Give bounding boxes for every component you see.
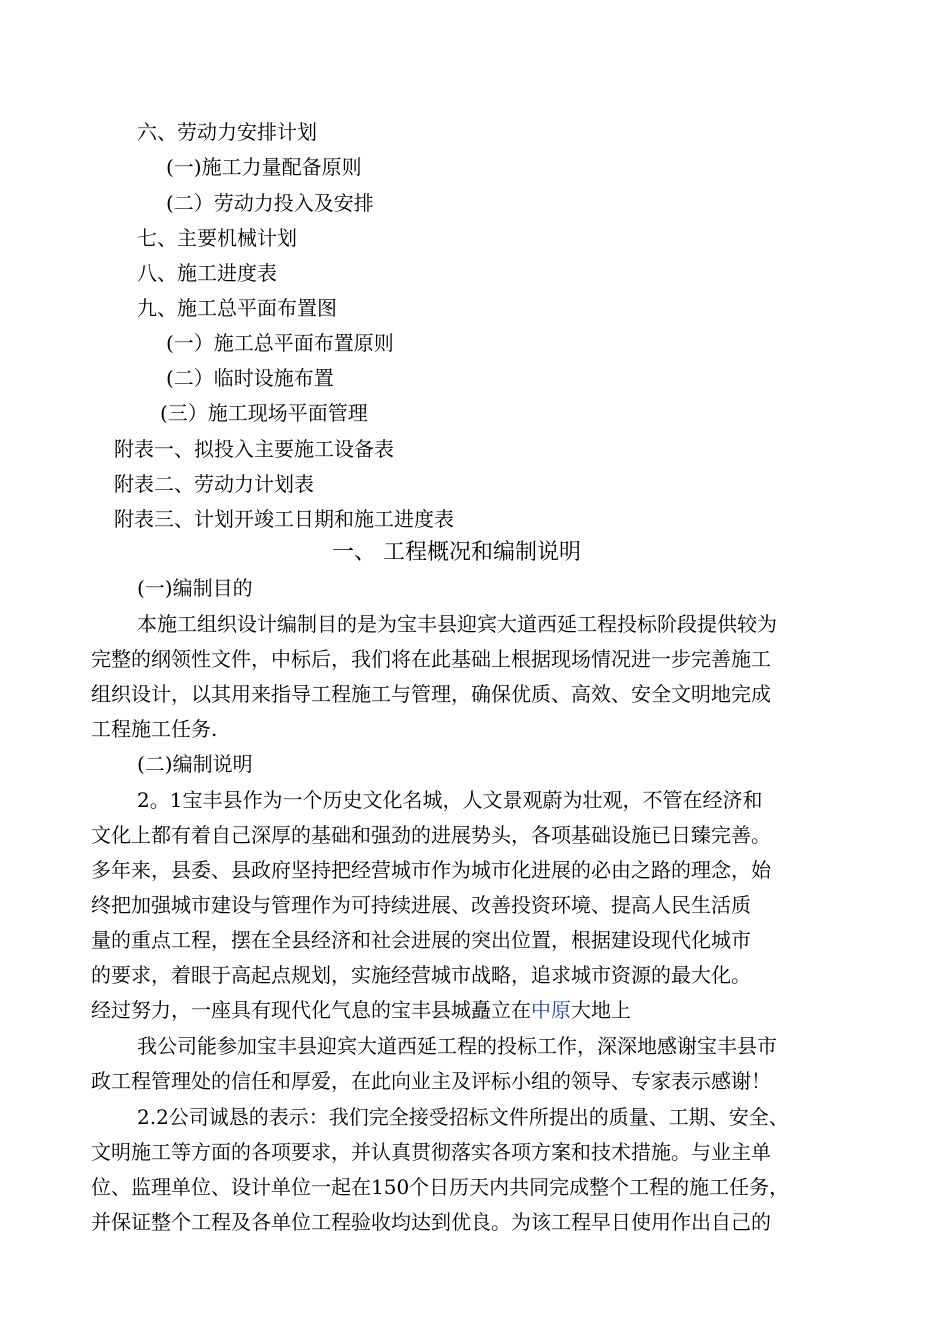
- zhongyuan-link[interactable]: 中原: [531, 998, 571, 1022]
- paragraph-line: 工程施工任务.: [91, 717, 218, 741]
- toc-item-9-3: (三）施工现场平面管理: [160, 401, 368, 425]
- paragraph-line: 政工程管理处的信任和厚爱，在此向业主及评标小组的领导、专家表示感谢！: [91, 1069, 771, 1093]
- toc-appendix-2: 附表二、劳动力计划表: [114, 472, 314, 496]
- toc-item-7: 七、主要机械计划: [137, 226, 297, 250]
- paragraph-line: 组织设计，以其用来指导工程施工与管理，确保优质、高效、安全文明地完成: [91, 682, 771, 706]
- toc-item-9-2: (二）临时设施布置: [166, 366, 334, 390]
- toc-item-9-1: (一）施工总平面布置原则: [166, 331, 394, 355]
- paragraph-line: 2.2公司诚恳的表示：我们完全接受招标文件所提出的质量、工期、安全、: [137, 1105, 789, 1129]
- toc-item-6-1: (一)施工力量配备原则: [166, 155, 362, 179]
- paragraph-line: 我公司能参加宝丰县迎宾大道西延工程的投标工作，深深地感谢宝丰县市: [137, 1034, 777, 1058]
- section-1-subheading-notes: (二)编制说明: [137, 752, 253, 776]
- toc-item-8: 八、施工进度表: [137, 261, 277, 285]
- paragraph-text: 大地上: [571, 998, 631, 1022]
- toc-appendix-3: 附表三、计划开竣工日期和施工进度表: [114, 507, 454, 531]
- paragraph-text: 经过努力，一座具有现代化气息的宝丰县城矗立在: [91, 998, 531, 1022]
- toc-item-6: 六、劳动力安排计划: [137, 120, 317, 144]
- paragraph-line: 量的重点工程，摆在全县经济和社会进展的突出位置，根据建设现代化城市: [91, 928, 751, 952]
- paragraph-line: 多年来，县委、县政府坚持把经营城市作为城市化进展的必由之路的理念，始: [91, 858, 771, 882]
- toc-item-6-2: (二）劳动力投入及安排: [166, 191, 374, 215]
- paragraph-line: 的要求，着眼于高起点规划，实施经营城市战略，追求城市资源的最大化。: [91, 963, 751, 987]
- section-1-subheading-purpose: (一)编制目的: [137, 576, 253, 600]
- toc-appendix-1: 附表一、拟投入主要施工设备表: [114, 437, 394, 461]
- paragraph-line: 终把加强城市建设与管理作为可持续进展、改善投资环境、提高人民生活质: [91, 893, 751, 917]
- paragraph-line-with-link: [91, 997, 859, 1023]
- paragraph-line: 并保证整个工程及各单位工程验收均达到优良。为该工程早日使用作出自己的: [91, 1210, 771, 1234]
- paragraph-line: 位、监理单位、设计单位一起在150个日历天内共同完成整个工程的施工任务，: [91, 1175, 790, 1199]
- paragraph-line: 2。1宝丰县作为一个历史文化名城，人文景观蔚为壮观，不管在经济和: [137, 788, 763, 812]
- paragraph-line: 本施工组织设计编制目的是为宝丰县迎宾大道西延工程投标阶段提供较为: [137, 612, 777, 636]
- section-1-title: 一、 工程概况和编制说明: [332, 540, 581, 565]
- paragraph-line: 文化上都有着自己深厚的基础和强劲的进展势头，各项基础设施已日臻完善。: [91, 823, 771, 847]
- toc-item-9: 九、施工总平面布置图: [137, 296, 337, 320]
- paragraph-line: 完整的纲领性文件，中标后，我们将在此基础上根据现场情况进一步完善施工: [91, 647, 771, 671]
- paragraph-line: 文明施工等方面的各项要求，并认真贯彻落实各项方案和技术措施。与业主单: [91, 1140, 771, 1164]
